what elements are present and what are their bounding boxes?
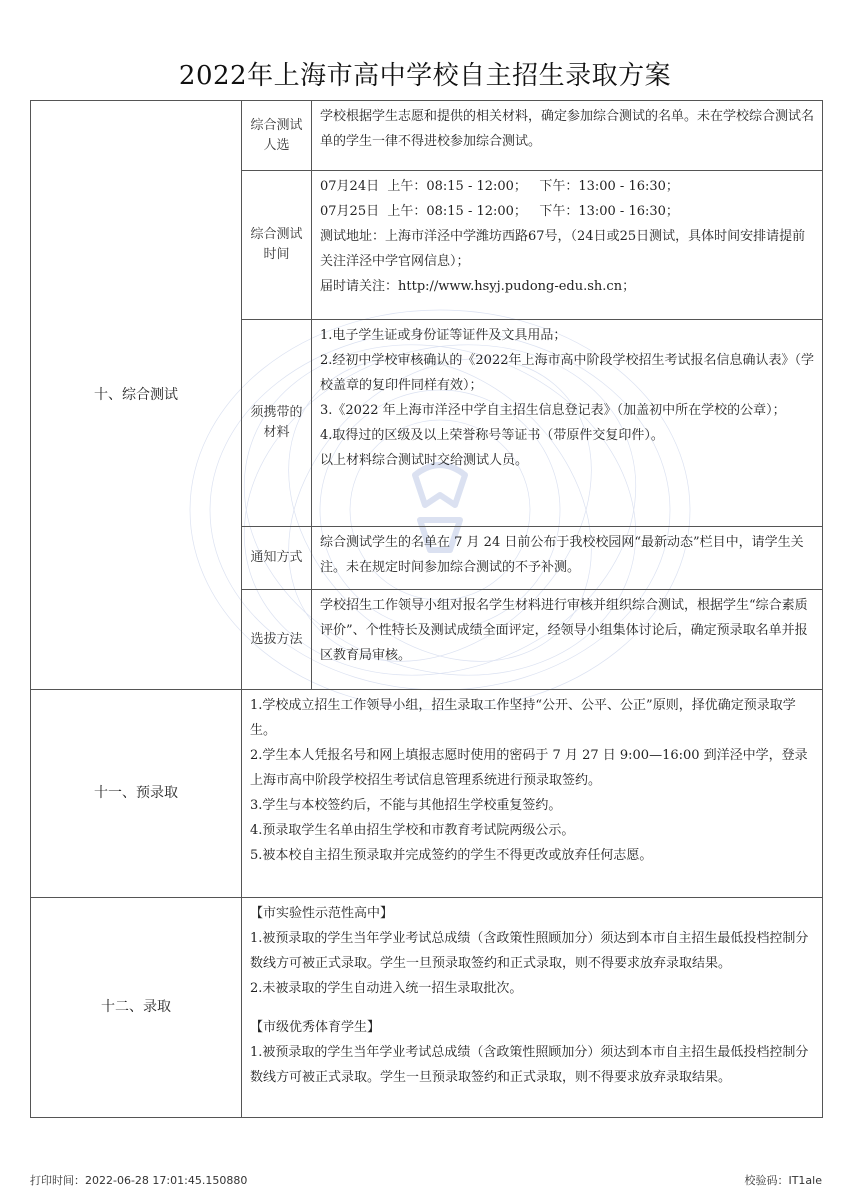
admission-plan-table <box>30 100 823 1118</box>
content-line: 测试地址：上海市洋泾中学潍坊西路67号，（24日或25日测试，具体时间安排请提前关注洋泾中学官网信息）； <box>320 229 806 269</box>
row-label-line: 时间 <box>263 247 290 262</box>
section-content-12 <box>242 898 823 1118</box>
row-label-line: 通知方式 <box>250 550 303 565</box>
section-label-10: 十、综合测试 <box>31 101 242 690</box>
content-line: 2.经初中学校审核确认的《2022年上海市高中阶段学校招生考试报名信息确认表》（学校盖章的复印件同样有效）； <box>320 353 814 393</box>
content-line: 学校根据学生志愿和提供的相关材料，确定参加综合测试的名单。未在学校综合测试名单的学生一律不得进校参加综合测试。 <box>320 109 815 149</box>
content-line: 3.《2022 年上海市洋泾中学自主招生信息登记表》（加盖初中所在学校的公章）； <box>320 403 786 418</box>
row-label-candidates <box>242 101 312 171</box>
content-line: 1.电子学生证或身份证等证件及文具用品； <box>320 328 567 343</box>
section-content-11 <box>242 690 823 898</box>
content-line: 综合测试学生的名单在 7 月 24 日前公布于我校校园网“最新动态”栏目中，请学生关注。未在规定时间参加综合测试的不予补测。 <box>320 535 804 575</box>
table-row <box>31 690 823 898</box>
row-label-time <box>242 171 312 320</box>
section-label-12: 十二、录取 <box>31 898 242 1118</box>
content-line: 3.学生与本校签约后，不能与其他招生学校重复签约。 <box>250 798 562 813</box>
group-heading: 【市级优秀体育学生】 <box>250 1020 381 1035</box>
content-line: 以上材料综合测试时交给测试人员。 <box>320 453 529 468</box>
row-content-candidates <box>312 101 823 171</box>
row-label-line: 人选 <box>263 137 290 153</box>
website-link[interactable]: 届时请关注：http://www.hsyj.pudong-edu.sh.cn； <box>320 279 636 294</box>
row-label-line: 综合测试 <box>250 227 303 242</box>
table-row <box>31 898 823 1118</box>
row-label-materials <box>242 320 312 527</box>
content-line: 4.预录取学生名单由招生学校和市教育考试院两级公示。 <box>250 823 575 838</box>
row-content-selection <box>312 590 823 690</box>
row-label-selection <box>242 590 312 690</box>
row-content-time <box>312 171 823 320</box>
table-row <box>31 101 823 171</box>
group-heading: 【市实验性示范性高中】 <box>250 906 394 921</box>
content-line: 2.学生本人凭报名号和网上填报志愿时使用的密码于 7 月 27 日 9:00—16:00 到洋泾中学，登录上海市高中阶段学校招生考试信息管理系统进行预录取签约。 <box>250 748 808 788</box>
check-code: 校验码：IT1ale <box>744 1174 822 1187</box>
content-line: 1.被预录取的学生当年学业考试总成绩（含政策性照顾加分）须达到本市自主招生最低投档控制分数线方可被正式录取。学生一旦预录取签约和正式录取，则不得要求放弃录取结果。 <box>250 1045 809 1085</box>
row-content-notice <box>312 527 823 590</box>
row-label-line: 材料 <box>263 425 290 440</box>
spacer <box>250 1001 816 1015</box>
row-content-materials <box>312 320 823 527</box>
content-line: 4.取得过的区级及以上荣誉称号等证书（带原件交复印件）。 <box>320 428 664 443</box>
content-line: 07月24日 上午：08:15 - 12:00； 下午：13:00 - 16:30； <box>320 179 679 194</box>
row-label-notice <box>242 527 312 590</box>
print-time: 打印时间：2022-06-28 17:01:45.150880 <box>30 1174 248 1187</box>
content-line: 07月25日 上午：08:15 - 12:00； 下午：13:00 - 16:30； <box>320 204 679 219</box>
section-label-11: 十一、预录取 <box>31 690 242 898</box>
page-title: 2022年上海市高中学校自主招生录取方案 <box>178 61 672 91</box>
content-line: 学校招生工作领导小组对报名学生材料进行审核并组织综合测试，根据学生“综合素质评价”、个性特长及测试成绩全面评定，经领导小组集体讨论后，确定预录取名单并报区教育局审核。 <box>320 598 808 663</box>
row-label-line: 须携带的 <box>250 405 303 420</box>
row-label-line: 综合测试 <box>250 117 303 133</box>
content-line: 1.学校成立招生工作领导小组，招生录取工作坚持“公开、公平、公正”原则，择优确定预录取学生。 <box>250 698 796 738</box>
row-label-line: 选拔方法 <box>250 631 303 647</box>
content-line: 5.被本校自主招生预录取并完成签约的学生不得更改或放弃任何志愿。 <box>250 848 653 863</box>
content-line: 1.被预录取的学生当年学业考试总成绩（含政策性照顾加分）须达到本市自主招生最低投档控制分数线方可被正式录取。学生一旦预录取签约和正式录取，则不得要求放弃录取结果。 <box>250 931 809 971</box>
content-line: 2.未被录取的学生自动进入统一招生录取批次。 <box>250 981 523 996</box>
